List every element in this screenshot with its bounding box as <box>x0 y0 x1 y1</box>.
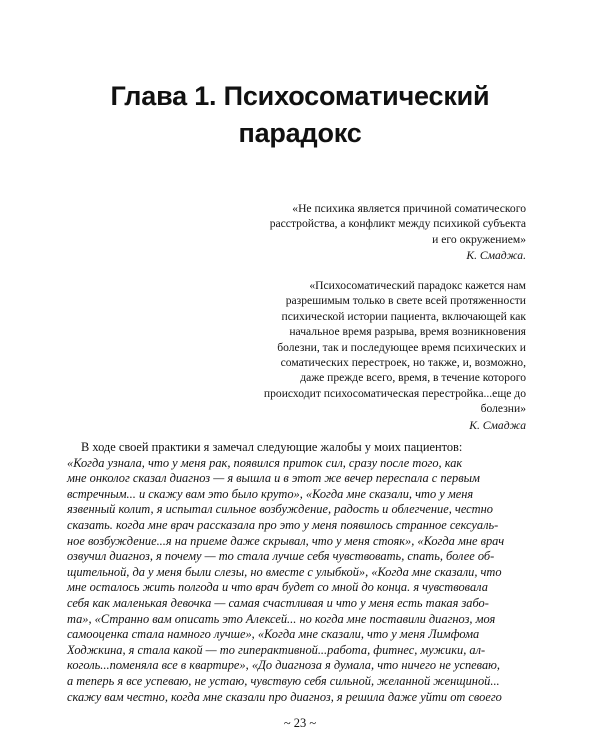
epigraph-line: болезни» <box>480 402 526 416</box>
body-line: Ходжкина, я стала какой — то гиперактивной...работа, фитнес, мужики, ал- <box>67 642 486 657</box>
epigraph-line: соматических перестроек, но также, и, возможно, <box>280 356 526 370</box>
body-line: язвенный колит, я испытал сильное возбуждение, радость и облегчение, честно <box>67 502 493 517</box>
page-number: ~ 23 ~ <box>283 716 317 730</box>
epigraph-1 <box>270 201 526 264</box>
epigraph-line: расстройства, а конфликт между психикой субъекта <box>269 217 526 231</box>
chapter-title <box>60 78 540 152</box>
body-line: та», «Странно вам описать это Алексей... но когда мне поставили диагноз, моя <box>67 611 496 626</box>
epigraph-line: даже прежде всего, время, в течение которого <box>300 371 526 385</box>
body-line: встречным... и скажу вам это было круто», «Когда мне сказали, что у меня <box>67 486 474 501</box>
body-line: скажу вам честно, когда мне сказали про диагноз, я решила даже уйти от своего <box>67 689 502 704</box>
body-line: коголь...поменяла все в квартире», «До диагноза я думала, что ничего не успеваю, <box>67 658 500 673</box>
body-line: самооценка стала намного лучше», «Когда мне сказали, что у меня Лимфома <box>67 627 480 642</box>
epigraph-line: разрешимым только в свете всей протяженности <box>285 294 526 308</box>
epigraph-line: психической истории пациента, включающей как <box>281 309 526 323</box>
epigraph-line: «Не психика является причиной соматического <box>292 202 526 215</box>
body-paragraph <box>67 440 539 705</box>
epigraph-line: болезни, так и последующее время психических и <box>277 340 526 354</box>
body-line: а теперь я все успеваю, не устаю, чувствую себя сильной, желанной женщиной... <box>67 673 500 688</box>
chapter-title-line-1: Глава 1. Психосоматический <box>110 81 490 111</box>
body-line: мне осталось жить полгода и что врач будет со мной до конца. я чувствовала <box>67 580 488 595</box>
epigraph-author: К. Смаджа. <box>466 249 526 263</box>
epigraph-line: и его окружением» <box>432 232 526 246</box>
body-line: «Когда узнала, что у меня рак, появился приток сил, сразу после того, как <box>67 455 463 470</box>
chapter-title-line-2: парадокс <box>238 118 362 148</box>
epigraph-line: «Психосоматический парадокс кажется нам <box>309 279 526 292</box>
epigraph-line: начальное время разрыва, время возникновения <box>289 325 526 339</box>
epigraph-author: К. Смаджа <box>469 418 526 432</box>
body-line: ное возбуждение...я на приеме даже скрывал, что у меня стояк», «Когда мне врач <box>67 533 505 548</box>
body-line: мне онколог сказал диагноз — я вышла и в этот же вечер переспала с первым <box>67 471 480 486</box>
body-line: озвучил диагноз, я почему — то стала лучше себя чувствовать, спать, более об- <box>67 549 495 564</box>
epigraph-2 <box>264 278 526 433</box>
body-line: сказать. когда мне врач рассказала про это у меня появилось странное сексуаль- <box>67 517 499 532</box>
epigraph-line: происходит психосоматическая перестройка...еще до <box>263 386 526 400</box>
body-intro-line: В ходе своей практики я замечал следующие жалобы у моих пациентов: <box>81 440 463 454</box>
body-line: щительной, да у меня были слезы, но вместе с улыбкой», «Когда мне сказали, что <box>67 564 502 579</box>
body-line: себя как маленькая девочка — самая счастливая и что у меня есть такая забо- <box>67 595 489 610</box>
